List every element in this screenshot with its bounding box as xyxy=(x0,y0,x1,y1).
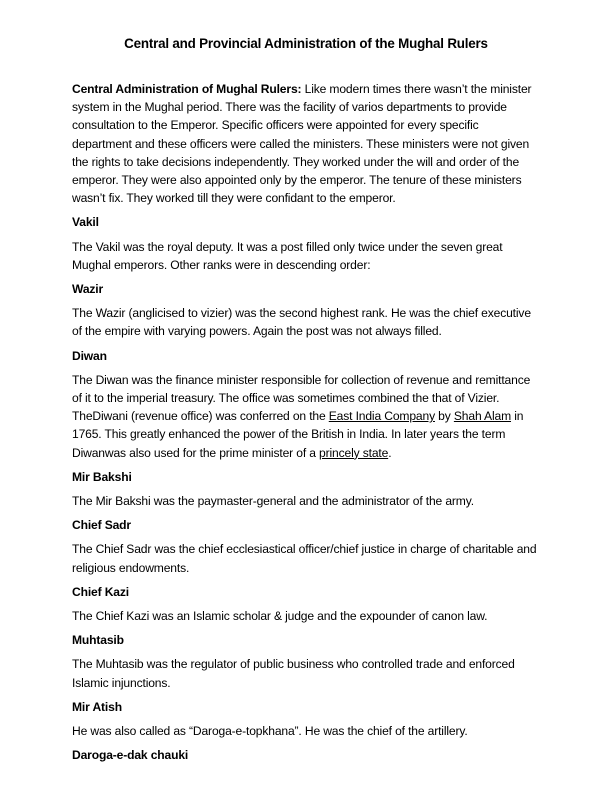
heading-chief-kazi: Chief Kazi xyxy=(72,584,129,599)
diwan-text-1: The Diwan was the finance minister responsible for collection of revenue and remittance of it to the imperial treasury. The office was sometimes combined the that of Vizier. TheDiwani (revenue office) was conferred on the xyxy=(72,372,531,424)
diwan-text-3: in 1765. This greatly enhanced the power of the British in India. In later years the term Diwanwas also used for the prime minister of a xyxy=(72,409,524,460)
diwan-text-4: . xyxy=(388,445,392,460)
paragraph-vakil: The Vakil was the royal deputy. It was a post filled only twice under the seven great Mughal emperors. Other ranks were in descending order: xyxy=(72,239,503,272)
intro-text: Like modern times there wasn’t the minister system in the Mughal period. There was the facility of varios departments to provide consultation to the Emperor. Specific officers were appointed for every specific department and these officers were called the ministers. These ministers were not given the rights to take decisions independently. They worked under the will and order of the emperor. They were also appointed only by the emperor. The tenure of these ministers wasn’t fix. They worked till they were confidant to the emperor. xyxy=(72,82,532,206)
heading-chief-sadr: Chief Sadr xyxy=(72,518,131,533)
heading-mir-atish: Mir Atish xyxy=(72,699,122,714)
east-india-company-link[interactable]: East India Company xyxy=(328,409,435,424)
intro-paragraph xyxy=(72,80,540,207)
paragraph-chief-sadr: The Chief Sadr was the chief ecclesiastical officer/chief justice in charge of charitable and religious endowments. xyxy=(72,542,537,575)
paragraph-mir-bakshi: The Mir Bakshi was the paymaster-general and the administrator of the army. xyxy=(72,494,474,509)
heading-muhtasib: Muhtasib xyxy=(72,633,124,648)
page-title: Central and Provincial Administration of the Mughal Rulers xyxy=(124,36,488,51)
diwan-text-2: by xyxy=(434,409,454,424)
intro-lead: Central Administration of Mughal Rulers: xyxy=(72,82,302,96)
paragraph-mir-atish: He was also called as “Daroga-e-topkhana”. He was the chief of the artillery. xyxy=(72,724,468,739)
princely-state-link[interactable]: princely state xyxy=(319,445,389,460)
paragraph-diwan xyxy=(72,371,540,462)
document-body xyxy=(72,80,540,771)
heading-daroga-e-dak-chauki: Daroga-e-dak chauki xyxy=(72,748,189,763)
heading-wazir: Wazir xyxy=(72,282,104,297)
heading-mir-bakshi: Mir Bakshi xyxy=(72,469,132,484)
paragraph-muhtasib: The Muhtasib was the regulator of public business who controlled trade and enforced Islamic injunctions. xyxy=(72,657,515,690)
shah-alam-link[interactable]: Shah Alam xyxy=(453,409,512,424)
heading-diwan: Diwan xyxy=(72,348,107,363)
heading-vakil: Vakil xyxy=(72,215,99,230)
paragraph-wazir: The Wazir (anglicised to vizier) was the second highest rank. He was the chief executive of the empire with varying powers. Again the post was not always filled. xyxy=(72,306,531,339)
paragraph-chief-kazi: The Chief Kazi was an Islamic scholar & judge and the expounder of canon law. xyxy=(72,609,488,624)
